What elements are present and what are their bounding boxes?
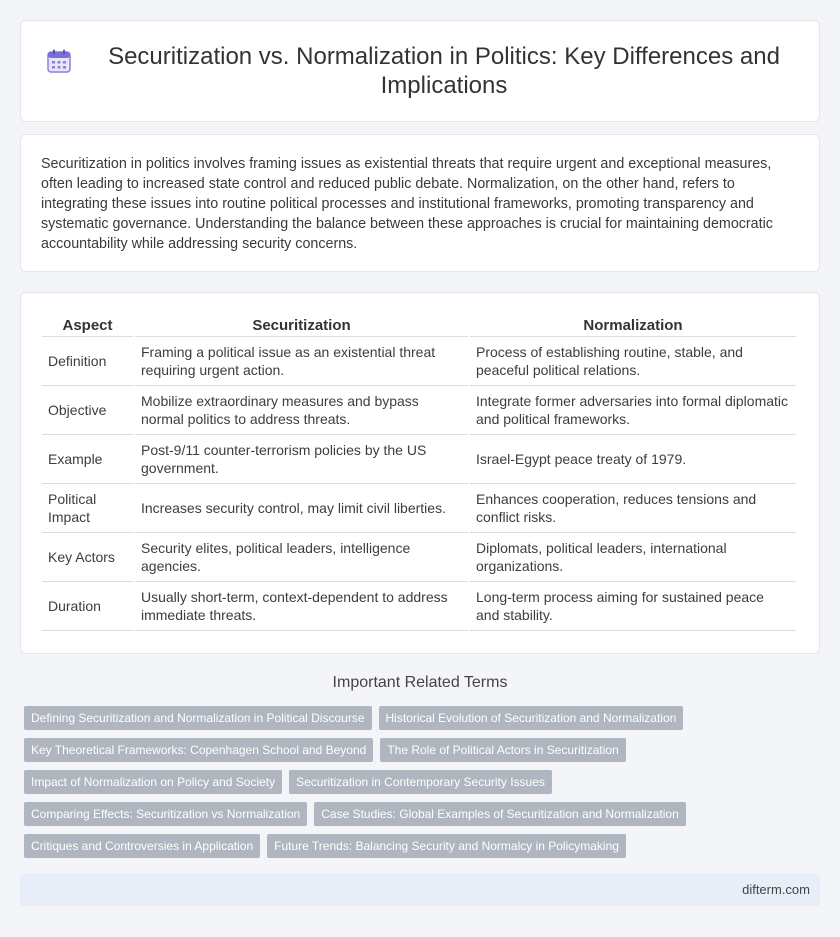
- page-title: Securitization vs. Normalization in Politics: Key Differences and Implications: [108, 43, 780, 99]
- related-term-tag[interactable]: Historical Evolution of Securitization and Normalization: [379, 706, 684, 730]
- related-term-tag[interactable]: Future Trends: Balancing Security and Normalcy in Policymaking: [267, 834, 626, 858]
- securitization-cell: Usually short-term, context-dependent to address immediate threats.: [135, 582, 468, 631]
- aspect-cell: Objective: [42, 386, 133, 435]
- normalization-cell: Integrate former adversaries into formal diplomatic and political frameworks.: [470, 386, 796, 435]
- securitization-cell: Mobilize extraordinary measures and bypass normal politics to address threats.: [135, 386, 468, 435]
- column-header-securitization: Securitization: [135, 315, 468, 337]
- related-term-tag[interactable]: Critiques and Controversies in Application: [24, 834, 260, 858]
- table-row: [42, 435, 796, 484]
- column-header-aspect: Aspect: [42, 315, 133, 337]
- table-row: [42, 484, 796, 533]
- securitization-cell: Framing a political issue as an existential threat requiring urgent action.: [135, 337, 468, 386]
- table-row: [42, 337, 796, 386]
- aspect-cell: Definition: [42, 337, 133, 386]
- normalization-cell: Israel-Egypt peace treaty of 1979.: [470, 435, 796, 484]
- normalization-cell: Enhances cooperation, reduces tensions and conflict risks.: [470, 484, 796, 533]
- aspect-cell: Key Actors: [42, 533, 133, 582]
- securitization-cell: Increases security control, may limit civil liberties.: [135, 484, 468, 533]
- securitization-cell: Post-9/11 counter-terrorism policies by the US government.: [135, 435, 468, 484]
- related-term-tag[interactable]: The Role of Political Actors in Securitization: [380, 738, 625, 762]
- related-term-tag[interactable]: Key Theoretical Frameworks: Copenhagen School and Beyond: [24, 738, 373, 762]
- comparison-table: [40, 315, 798, 631]
- normalization-cell: Process of establishing routine, stable, and peaceful political relations.: [470, 337, 796, 386]
- aspect-cell: Duration: [42, 582, 133, 631]
- column-header-normalization: Normalization: [470, 315, 796, 337]
- normalization-cell: Long-term process aiming for sustained peace and stability.: [470, 582, 796, 631]
- related-term-tag[interactable]: Impact of Normalization on Policy and Society: [24, 770, 282, 794]
- table-row: [42, 533, 796, 582]
- title-card: [20, 20, 820, 122]
- table-row: [42, 582, 796, 631]
- related-term-tag[interactable]: Defining Securitization and Normalization in Political Discourse: [24, 706, 372, 730]
- footer: [20, 873, 820, 906]
- intro-text: Securitization in politics involves framing issues as existential threats that require urgent and exceptional measures, often leading to increased state control and reduced public debate. Normalization, on the other hand, refers to integrating these issues into routine political processes and institutional frameworks, promoting transparency and systematic governance. Understanding the balance between these approaches is crucial for maintaining democratic accountability while addressing security concerns.: [41, 156, 773, 252]
- comparison-card: [20, 292, 820, 654]
- related-term-tag[interactable]: Case Studies: Global Examples of Securitization and Normalization: [314, 802, 686, 826]
- footer-site-link[interactable]: difterm.com: [742, 882, 810, 897]
- intro-card: [20, 134, 820, 272]
- table-row: [42, 386, 796, 435]
- aspect-cell: Example: [42, 435, 133, 484]
- securitization-cell: Security elites, political leaders, intelligence agencies.: [135, 533, 468, 582]
- calendar-icon: [46, 48, 72, 74]
- related-term-tag[interactable]: Securitization in Contemporary Security Issues: [289, 770, 552, 794]
- related-term-tag[interactable]: Comparing Effects: Securitization vs Normalization: [24, 802, 307, 826]
- related-terms-heading: Important Related Terms: [332, 674, 508, 691]
- normalization-cell: Diplomats, political leaders, international organizations.: [470, 533, 796, 582]
- aspect-cell: Political Impact: [42, 484, 133, 533]
- related-terms-list: [24, 706, 824, 866]
- table-header-row: [42, 315, 796, 337]
